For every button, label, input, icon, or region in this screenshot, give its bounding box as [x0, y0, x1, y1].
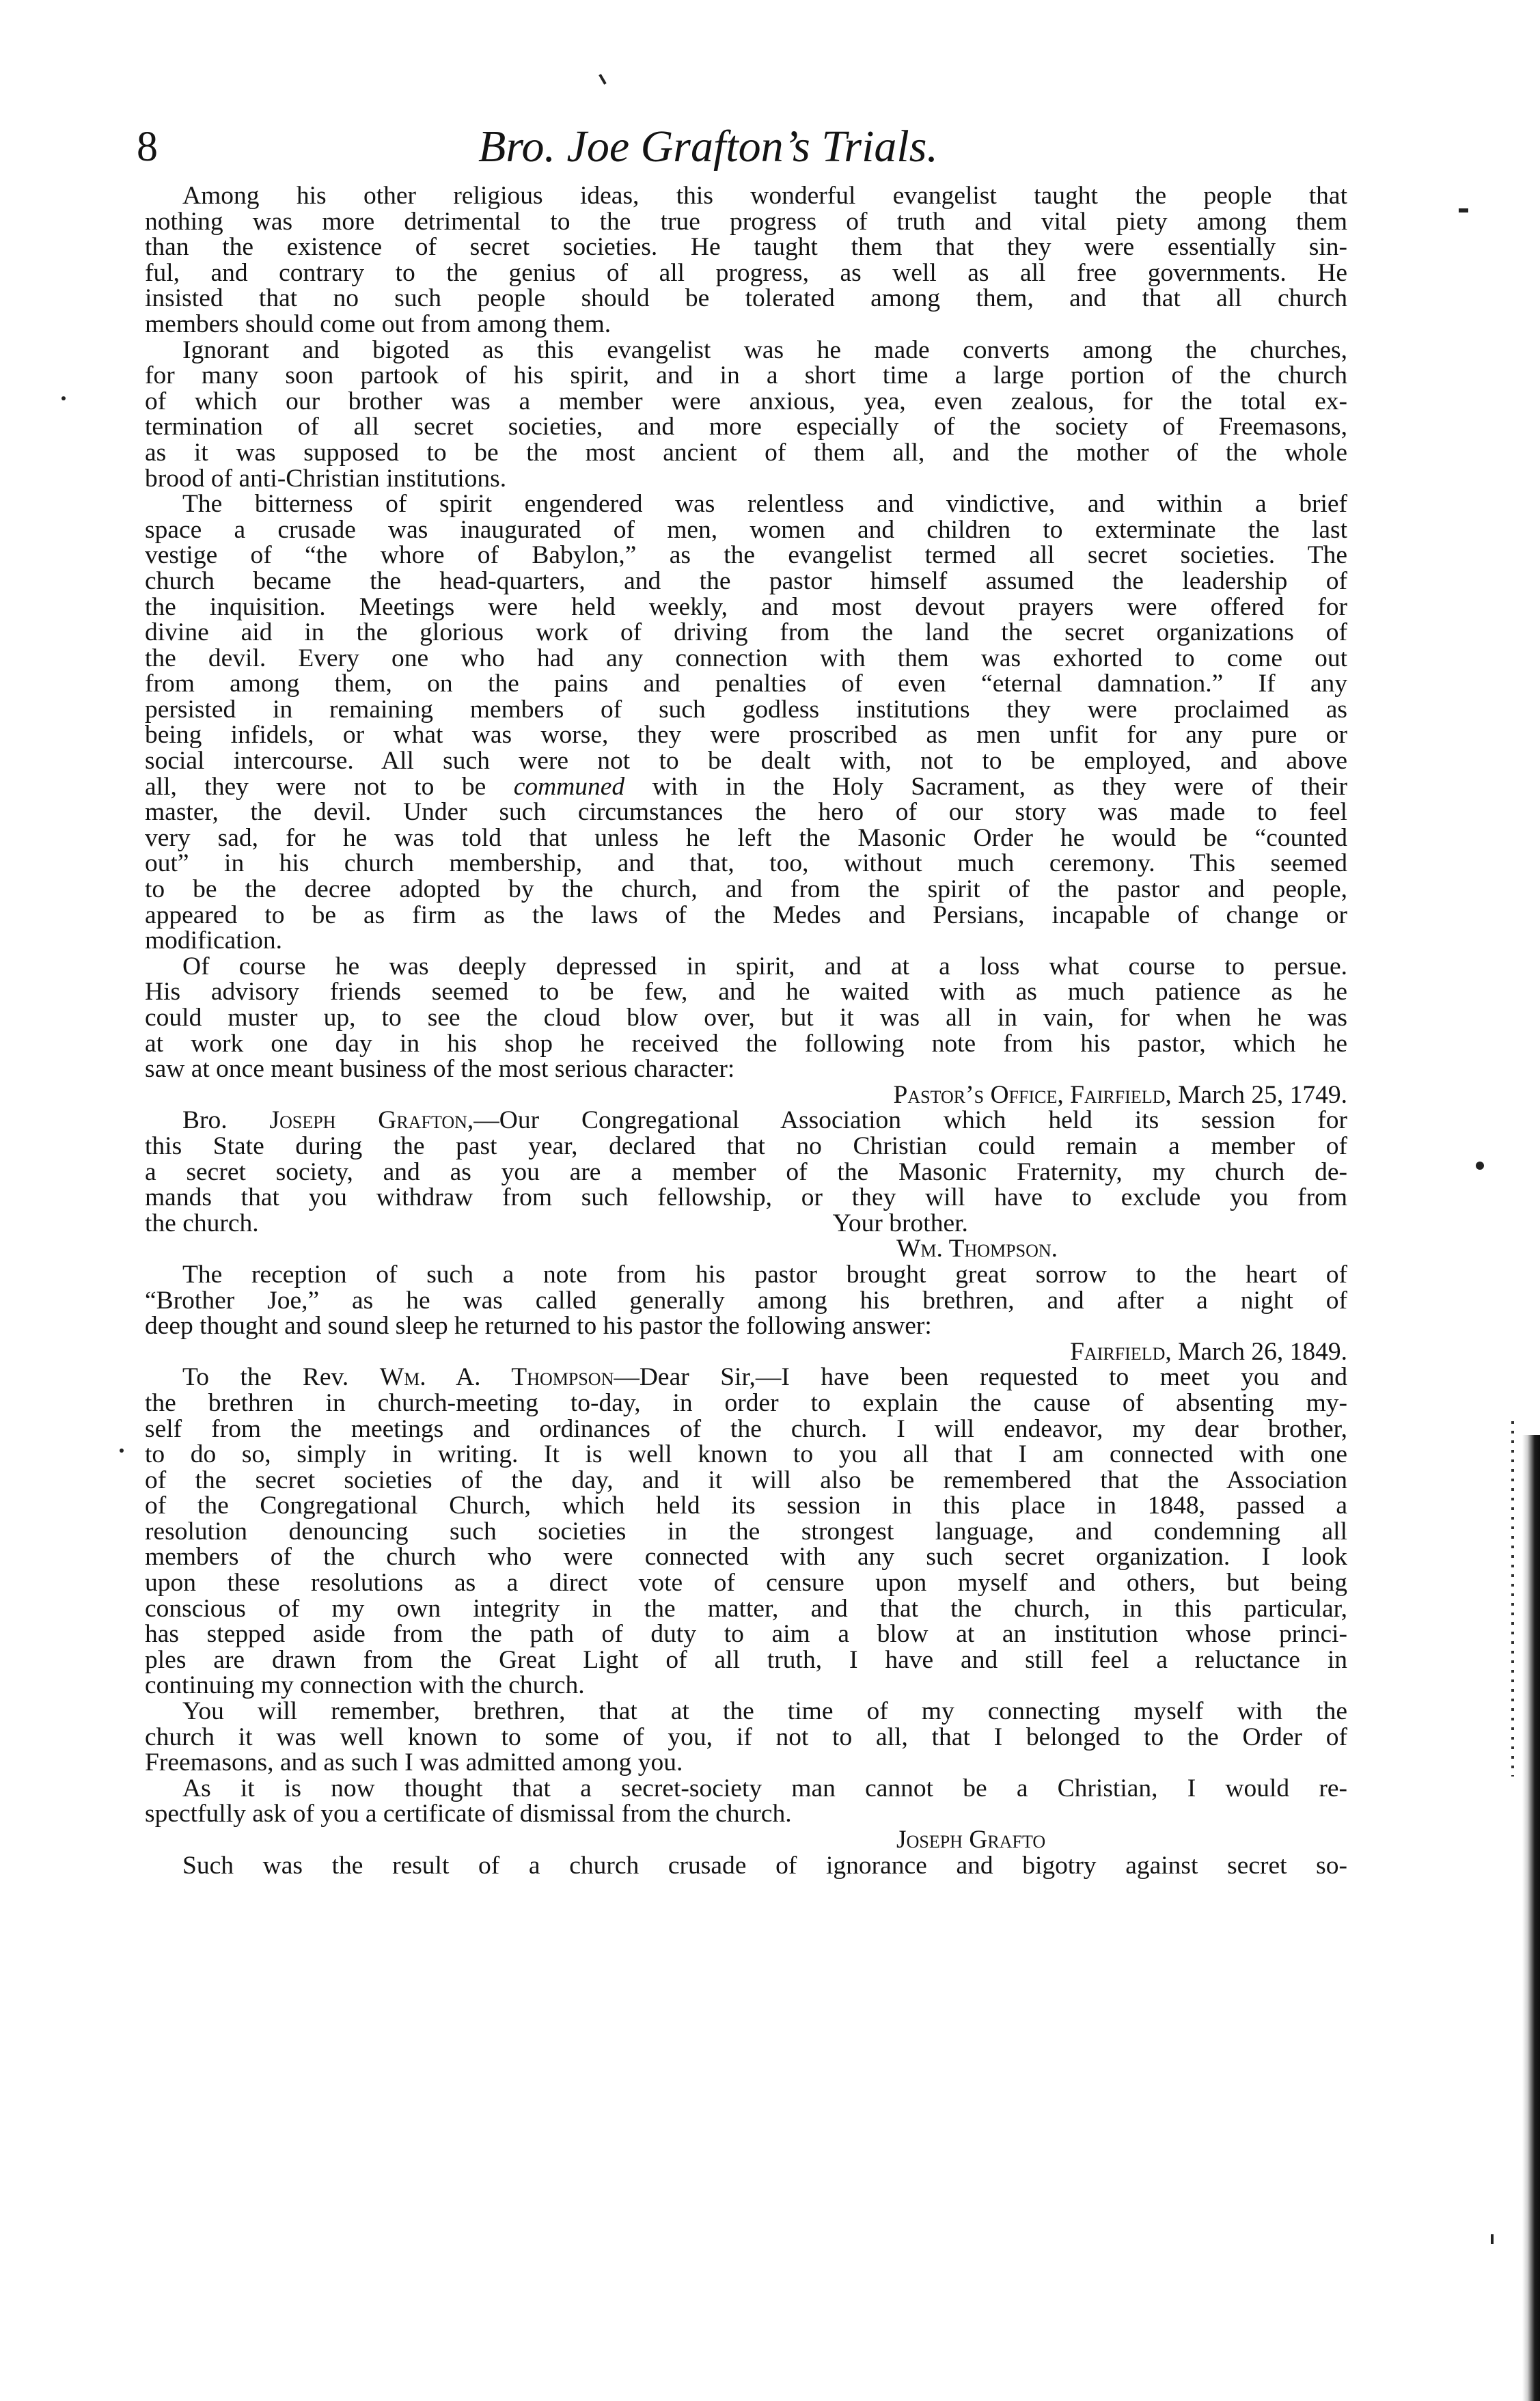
dateline-place: Fairfield, [1070, 1337, 1172, 1366]
text-line: being infidels, or what was worse, they were proscribed as men unfit for any pure or [145, 721, 1347, 750]
letter-dateline [145, 1339, 1347, 1365]
text-line: appeared to be as firm as the laws of the Medes and Persians, incapable of change or [145, 901, 1347, 929]
text-line: ples are drawn from the Great Light of all truth, I have and still feel a reluctance in [145, 1645, 1347, 1674]
text-line: Freemasons, and as such I was admitted among you. [145, 1748, 683, 1777]
text-line: resolution denouncing such societies in the strongest language, and condemning all [145, 1517, 1347, 1546]
text-line: to be the decree adopted by the church, and from the spirit of the pastor and people, [145, 875, 1347, 904]
text-line: Such was the result of a church crusade of ignorance and bigotry against secret so- [182, 1851, 1347, 1880]
running-title: Bro. Joe Grafton’s Trials. [478, 122, 938, 172]
text-line: brood of anti-Christian institutions. [145, 464, 507, 493]
text-line: as it was supposed to be the most ancient of them all, and the mother of the whole [145, 438, 1347, 467]
text-line: of the Congregational Church, which held its session in this place in 1848, passed a [145, 1492, 1347, 1520]
text-line: termination of all secret societies, and more especially of the society of Freemasons, [145, 413, 1347, 441]
signature-line [145, 1236, 1347, 1262]
text-line: deep thought and sound sleep he returned to his pastor the following answer: [145, 1312, 932, 1341]
dateline-date: March 26, 1849. [1178, 1337, 1347, 1366]
text-line: saw at once meant business of the most serious character: [145, 1055, 735, 1084]
text-line: has stepped aside from the path of duty to aim a blow at an institution whose princi- [145, 1620, 1347, 1649]
text-line: the devil. Every one who had any connection with them was exhorted to come out [145, 644, 1347, 672]
text-line: As it is now thought that a secret-society man cannot be a Christian, I would re- [182, 1774, 1347, 1802]
text-line: Of course he was deeply depressed in spirit, and at a loss what course to persue. [182, 952, 1347, 980]
scan-edge-dots [1511, 1421, 1514, 1776]
text-line: upon these resolutions as a direct vote of censure upon myself and others, but being [145, 1569, 1347, 1597]
text-line: of which our brother was a member were anxious, yea, even zealous, for the total ex- [145, 387, 1347, 415]
text-segment: —Our Congregational Association which held its session for [473, 1106, 1347, 1135]
margin-speck [120, 1449, 124, 1453]
dateline-place: Pastor’s Office, Fairfield, [893, 1080, 1172, 1109]
text-line: master, the devil. Under such circumstances the hero of our story was made to feel [145, 798, 1347, 827]
text-line: divine aid in the glorious work of driving from the land the secret organizations of [145, 618, 1347, 647]
text-line: Ignorant and bigoted as this evangelist was he made converts among the churches, [182, 335, 1347, 364]
text-line: out” in his church membership, and that, too, without much ceremony. This seemed [145, 849, 1347, 878]
text-line: mands that you withdraw from such fellowship, or they will have to exclude you from [145, 1183, 1347, 1212]
text-line: to do so, simply in writing. It is well known to you all that I am connected with one [145, 1440, 1347, 1469]
text-line: for many soon partook of his spirit, and in a short time a large portion of the church [145, 361, 1347, 390]
text-segment: —Dear Sir,—I have been requested to meet you and [614, 1363, 1347, 1392]
text-line: Among his other religious ideas, this wonderful evangelist taught the people that [182, 182, 1347, 210]
text-line: self from the meetings and ordinances of the church. I will endeavor, my dear brother, [145, 1414, 1347, 1443]
letter-dateline [145, 1082, 1347, 1108]
text-line: spectfully ask of you a certificate of dismissal from the church. [145, 1800, 792, 1828]
text-line: The bitterness of spirit engendered was relentless and vindictive, and within a brief [182, 490, 1347, 519]
text-line: modification. [145, 927, 282, 955]
text-line: His advisory friends seemed to be few, and he waited with as much patience as he [145, 978, 1347, 1006]
text-line: at work one day in his shop he received the following note from his pastor, which he [145, 1029, 1347, 1058]
closing-phrase: Your brother. [832, 1209, 968, 1237]
margin-speck [61, 396, 66, 400]
margin-speck [1459, 208, 1468, 212]
margin-speck [1491, 2234, 1494, 2244]
signature-name: Wm. Thompson. [896, 1235, 1058, 1263]
text-line: from among them, on the pains and penalties of even “eternal damnation.” If any [145, 670, 1347, 698]
text-line: very sad, for he was told that unless he left the Masonic Order he would be “counted [145, 823, 1347, 852]
letter-closing-line [145, 1211, 1347, 1237]
text-line: the brethren in church-meeting to-day, in order to explain the cause of absenting my- [145, 1388, 1347, 1417]
text-line: church became the head-quarters, and the pastor himself assumed the leadership of [145, 566, 1347, 595]
text-line: could muster up, to see the cloud blow over, but it was all in vain, for when he was [145, 1004, 1347, 1032]
page-number: 8 [137, 124, 158, 170]
addressee-name: Joseph Grafton, [269, 1106, 474, 1135]
text-line: of the secret societies of the day, and it will also be remembered that the Association [145, 1466, 1347, 1494]
scan-edge-shadow [1522, 1435, 1540, 2401]
text-line-mixed [145, 774, 1347, 800]
text-line: this State during the past year, declared that no Christian could remain a member of [145, 1131, 1347, 1160]
text-segment: Bro. [182, 1106, 228, 1135]
text-line: “Brother Joe,” as he was called generally among his brethren, and after a night of [145, 1286, 1347, 1315]
text-line: ful, and contrary to the genius of all progress, as well as all free governments. He [145, 258, 1347, 287]
text-line: nothing was more detrimental to the true progress of truth and vital piety among them [145, 207, 1347, 236]
signature-name: Joseph Grafto [896, 1826, 1046, 1854]
addressee-name: Wm. A. Thompson [379, 1363, 614, 1392]
page-header [137, 116, 1353, 178]
text-line: space a crusade was inaugurated of men, women and children to exterminate the last [145, 515, 1347, 544]
text-line: members of the church who were connected with any such secret organization. I look [145, 1543, 1347, 1572]
text-line: The reception of such a note from his pastor brought great sorrow to the heart of [182, 1260, 1347, 1289]
text-line: You will remember, brethren, that at the time of my connecting myself with the [182, 1697, 1347, 1726]
text-segment: the church. [145, 1209, 259, 1237]
text-segment: with in the Holy Sacrament, as they were of their [652, 772, 1348, 801]
text-line: continuing my connection with the church. [145, 1671, 585, 1700]
text-line: conscious of my own integrity in the matter, and that the church, in this particular, [145, 1594, 1347, 1623]
text-line: insisted that no such people should be tolerated among them, and that all church [145, 284, 1347, 313]
dateline-date: March 25, 1749. [1178, 1080, 1347, 1109]
signature-line [145, 1827, 1347, 1853]
text-line: church it was well known to some of you, if not to all, that I belonged to the Order of [145, 1723, 1347, 1751]
text-line: social intercourse. All such were not to be dealt with, not to be employed, and above [145, 747, 1347, 776]
text-segment: all, they were not to be [145, 772, 486, 801]
text-line: a secret society, and as you are a member of the Masonic Fraternity, my church de- [145, 1157, 1347, 1186]
italic-word: communed [513, 772, 625, 801]
text-line: members should come out from among them. [145, 310, 611, 338]
text-line: persisted in remaining members of such godless institutions they were proclaimed as [145, 695, 1347, 724]
text-line: the inquisition. Meetings were held weekly, and most devout prayers were offered for [145, 592, 1347, 621]
margin-speck [1476, 1162, 1484, 1170]
text-line: than the existence of secret societies. He taught them that they were essentially sin- [145, 233, 1347, 262]
body-text [145, 183, 1347, 1878]
text-line: vestige of “the whore of Babylon,” as the evangelist termed all secret societies. The [145, 541, 1347, 570]
letter-salutation-line [145, 1108, 1347, 1134]
letter-salutation-line [145, 1364, 1347, 1390]
margin-speck [599, 74, 606, 85]
text-segment: To the Rev. [182, 1363, 349, 1392]
